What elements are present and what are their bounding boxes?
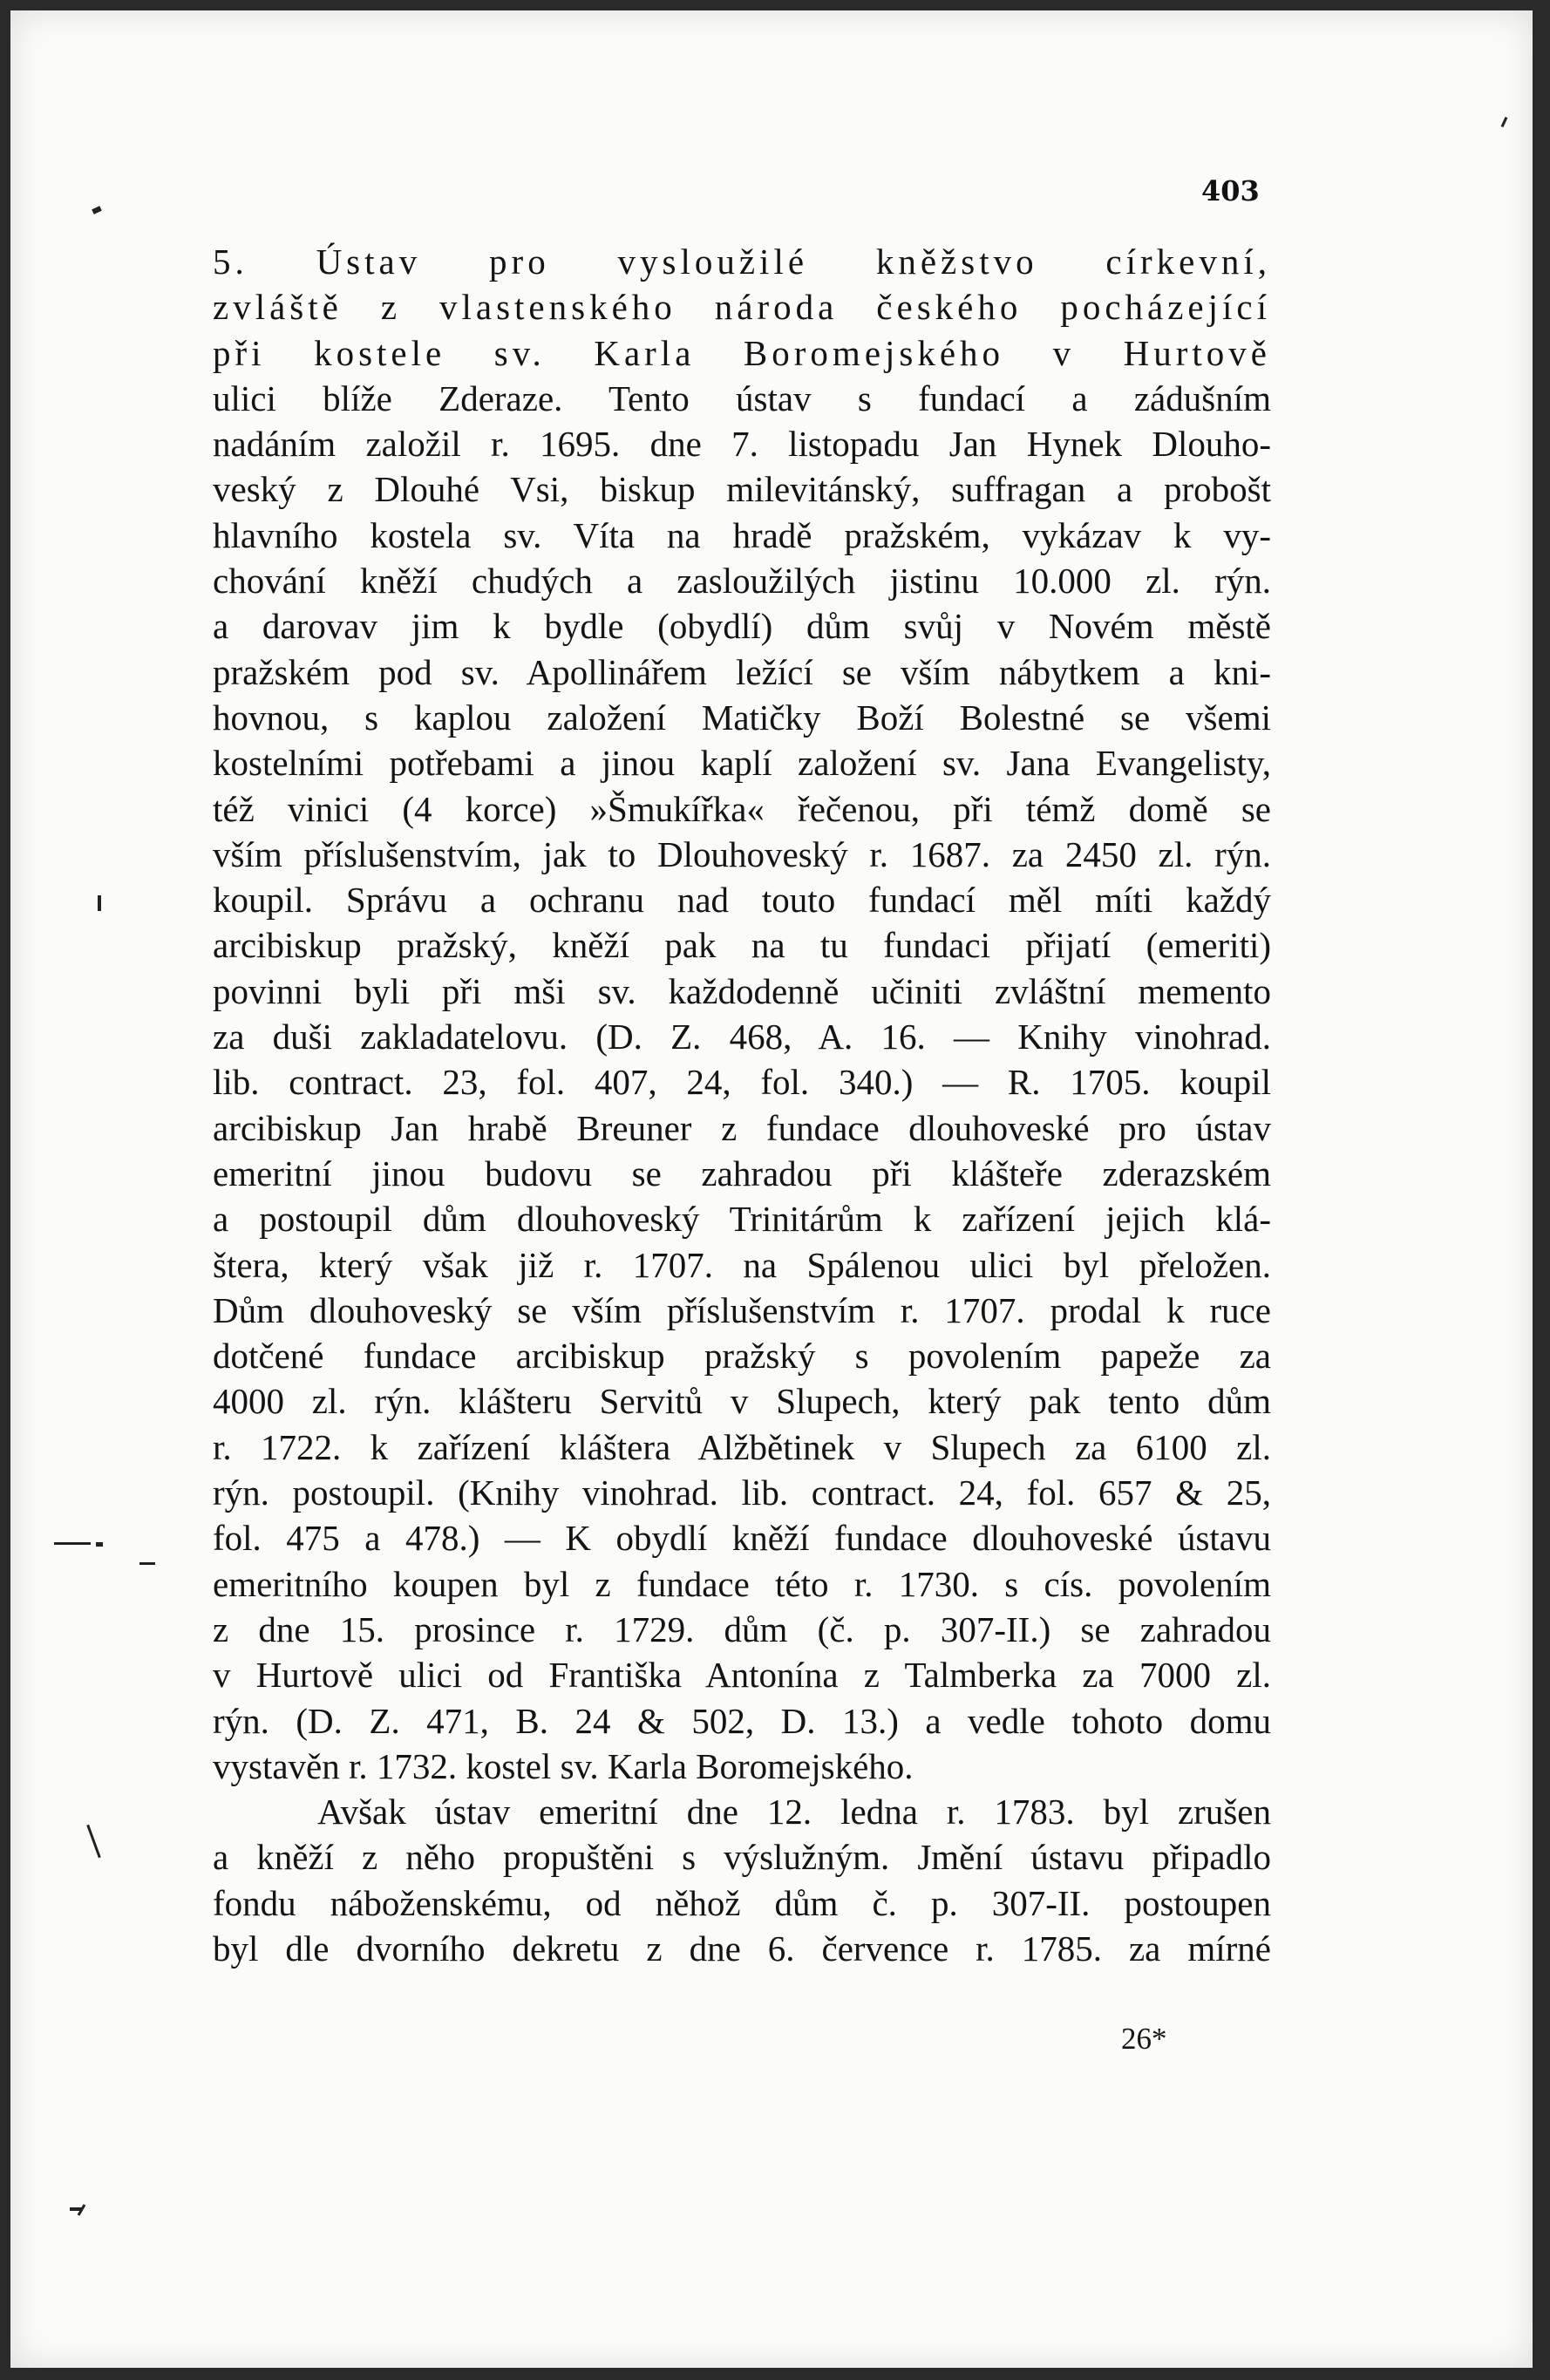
text-line: v Hurtově ulici od Františka Antonína z Talmberka za 7000 zl.	[213, 1655, 1271, 1696]
text-line: Dům dlouhoveský se vším příslušenstvím r. 1707. prodal k ruce	[213, 1289, 1271, 1330]
text-line: arcibiskup Jan hrabě Breuner z fundace dlouhoveské pro ústav	[213, 1107, 1271, 1148]
text-line: též vinici (4 korce) »Šmukířka« řečenou, při témž domě se	[213, 788, 1271, 829]
text-line: vším příslušenstvím, jak to Dlouhoveský r. 1687. za 2450 zl. rýn.	[213, 833, 1271, 874]
text-line: lib. contract. 23, fol. 407, 24, fol. 340.) — R. 1705. koupil	[213, 1062, 1271, 1103]
text-line: nadáním založil r. 1695. dne 7. listopadu Jan Hynek Dlouho-	[213, 424, 1271, 465]
text-line: Avšak ústav emeritní dne 12. ledna r. 1783. byl zrušen	[317, 1792, 1271, 1833]
text-line: r. 1722. k zařízení kláštera Alžbětinek v Slupech za 6100 zl.	[213, 1426, 1271, 1467]
text-line: emeritní jinou budovu se zahradou při klášteře zderazském	[213, 1153, 1271, 1193]
text-line: chování kněží chudých a zasloužilých jistinu 10.000 zl. rýn.	[213, 561, 1271, 602]
printer-signature: 26*	[1121, 2022, 1167, 2056]
text-line: rýn. (D. Z. 471, B. 24 & 502, D. 13.) a vedle tohoto domu	[213, 1700, 1271, 1741]
text-line: 4000 zl. rýn. klášteru Servitů v Slupech, který pak tento dům	[213, 1381, 1271, 1422]
body-text	[213, 239, 1271, 1971]
scan-speck	[98, 895, 101, 911]
scan-speck	[92, 206, 102, 214]
text-line: za duši zakladatelovu. (D. Z. 468, A. 16. — Knihy vinohrad.	[213, 1017, 1271, 1057]
text-line: veský z Dlouhé Vsi, biskup milevitánský, suffragan a probošt	[213, 469, 1271, 510]
scan-speck	[54, 1542, 91, 1545]
text-line: zvláště z vlastenského národa českého pocházející	[213, 287, 1271, 328]
text-line: a kněží z něho propuštěni s výslužným. Jmění ústavu připadlo	[213, 1837, 1271, 1878]
text-line: a postoupil dům dlouhoveský Trinitárům k zařízení jejich klá-	[213, 1199, 1271, 1240]
page-number: 403	[1201, 174, 1260, 207]
scan-speck	[139, 1562, 155, 1565]
text-line: povinni byli při mši sv. každodenně učiniti zvláštní memento	[213, 970, 1271, 1011]
text-line: vystavěn r. 1732. kostel sv. Karla Boromejského.	[213, 1745, 914, 1786]
text-line: při kostele sv. Karla Boromejského v Hurtově	[213, 332, 1271, 373]
text-line: pražském pod sv. Apollinářem ležící se vším nábytkem a kni-	[213, 651, 1271, 692]
text-line: 5. Ústav pro vysloužilé kněžstvo církevní,	[213, 241, 1271, 282]
text-line: hlavního kostela sv. Víta na hradě pražském, vykázav k vy-	[213, 514, 1271, 555]
text-line: ulici blíže Zderaze. Tento ústav s fundací a zádušním	[213, 377, 1271, 418]
text-line: hovnou, s kaplou založení Matičky Boží Bolestné se všemi	[213, 697, 1271, 738]
text-line: rýn. postoupil. (Knihy vinohrad. lib. contract. 24, fol. 657 & 25,	[213, 1472, 1271, 1513]
text-line: fol. 475 a 478.) — K obydlí kněží fundace dlouhoveské ústavu	[213, 1518, 1271, 1559]
text-line: emeritního koupen byl z fundace této r. 1730. s cís. povolením	[213, 1563, 1271, 1604]
scanned-page	[10, 10, 1533, 2368]
text-line: kostelními potřebami a jinou kaplí založení sv. Jana Evangelisty,	[213, 743, 1271, 784]
text-line: dotčené fundace arcibiskup pražský s povolením papeže za	[213, 1336, 1271, 1377]
scan-speck	[1501, 117, 1508, 127]
scan-speck	[96, 1542, 103, 1547]
text-line: fondu náboženskému, od něhož dům č. p. 307-II. postoupen	[213, 1882, 1271, 1923]
text-line: koupil. Správu a ochranu nad touto fundací měl míti každý	[213, 880, 1271, 921]
text-line: byl dle dvorního dekretu z dne 6. července r. 1785. za mírné	[213, 1928, 1271, 1969]
text-line: štera, který však již r. 1707. na Spálenou ulici byl přeložen.	[213, 1244, 1271, 1285]
text-line: arcibiskup pražský, kněží pak na tu fundaci přijatí (emeriti)	[213, 925, 1271, 966]
text-line: z dne 15. prosince r. 1729. dům (č. p. 307-II.) se zahradou	[213, 1608, 1271, 1649]
scan-speck	[86, 1825, 100, 1859]
text-line: a darovav jim k bydle (obydlí) dům svůj v Novém městě	[213, 606, 1271, 647]
